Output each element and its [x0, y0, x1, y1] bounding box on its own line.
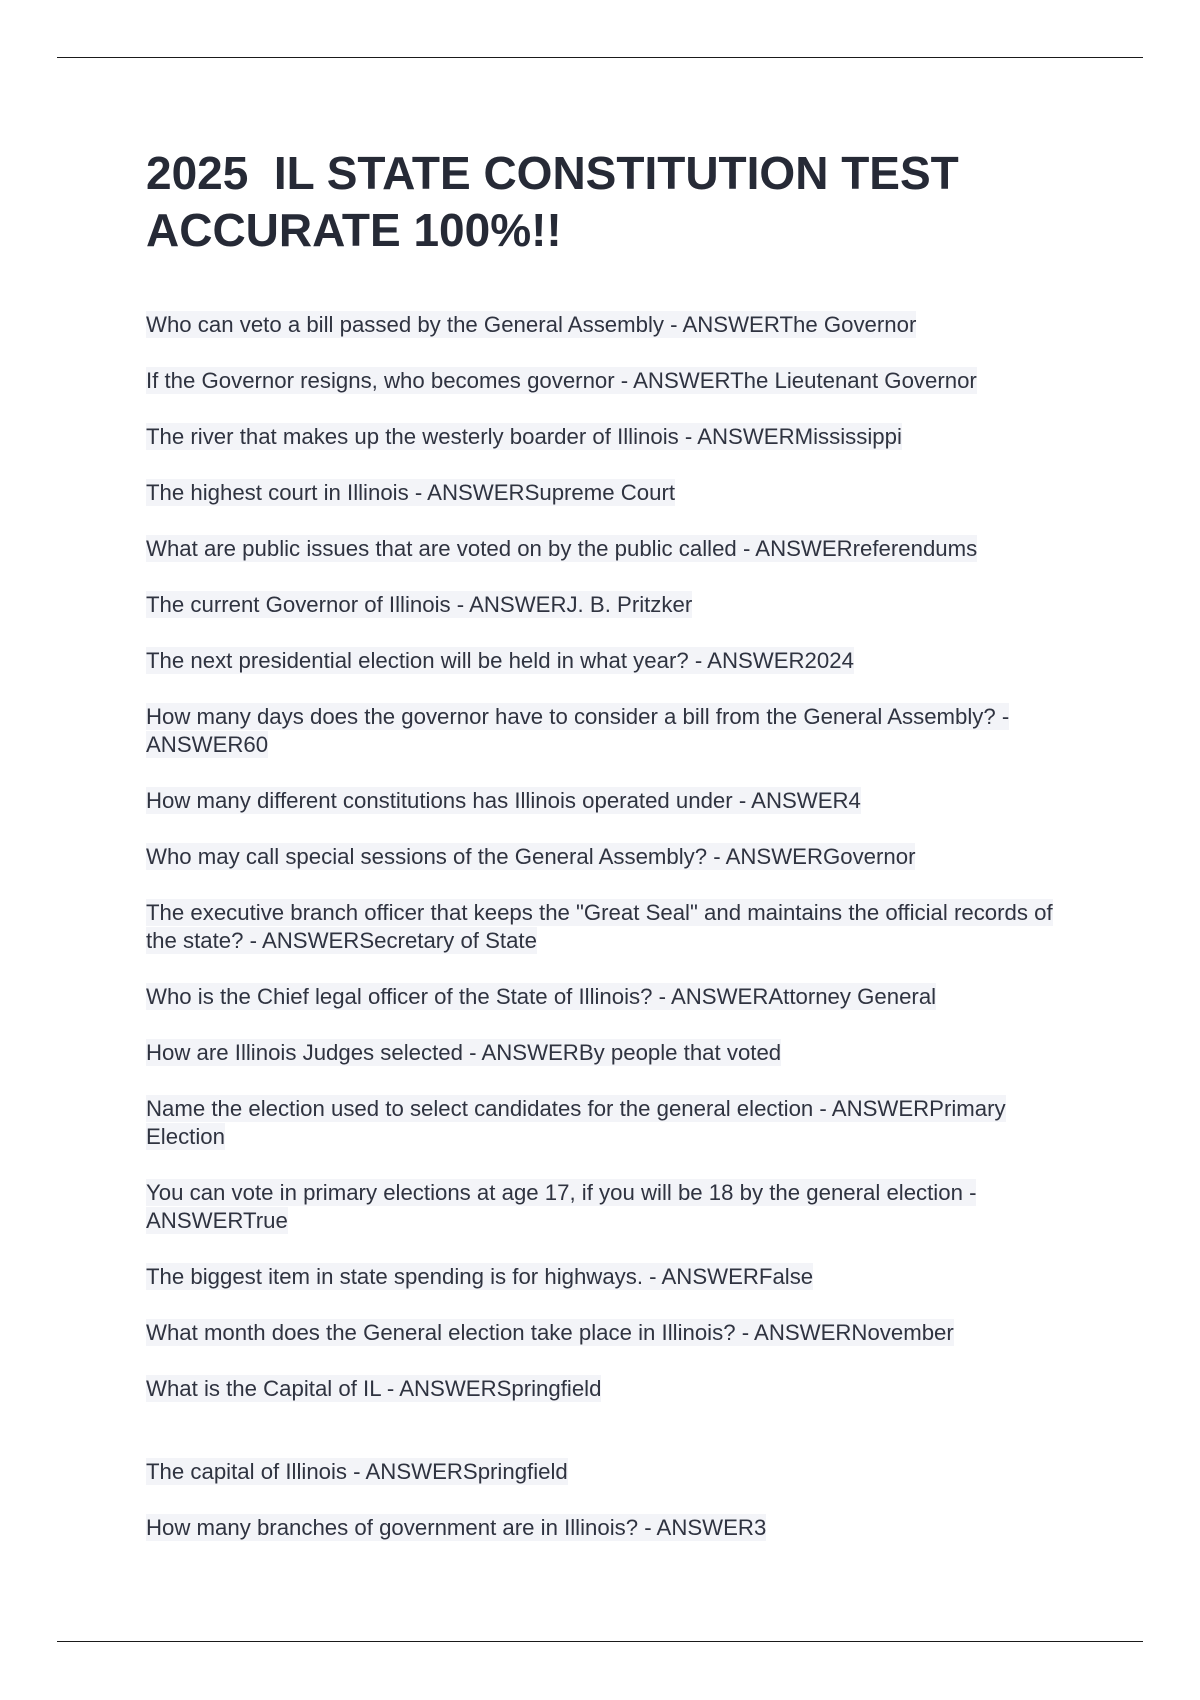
qa-item: [146, 1319, 1066, 1347]
qa-item: [146, 899, 1066, 955]
qa-text: If the Governor resigns, who becomes governor - ANSWERThe Lieutenant Governor: [146, 368, 977, 393]
qa-item: [146, 1263, 1066, 1291]
qa-item: [146, 1179, 1066, 1235]
qa-item: [146, 983, 1066, 1011]
qa-list: [146, 311, 1066, 1570]
qa-item: [146, 479, 1066, 507]
qa-item: [146, 1514, 1066, 1542]
qa-text: What is the Capital of IL - ANSWERSpringfield: [146, 1376, 602, 1401]
qa-text: The executive branch officer that keeps the "Great Seal" and maintains the official records of the state? - ANSWERSecretary of State: [146, 900, 1053, 953]
qa-text: The capital of Illinois - ANSWERSpringfield: [146, 1459, 568, 1484]
qa-text: Who can veto a bill passed by the General Assembly - ANSWERThe Governor: [146, 312, 917, 337]
qa-text: How many branches of government are in Illinois? - ANSWER3: [146, 1515, 767, 1540]
qa-text: How many days does the governor have to consider a bill from the General Assembly? - ANSWER60: [146, 704, 1010, 757]
qa-item: [146, 703, 1066, 759]
qa-text: How are Illinois Judges selected - ANSWERBy people that voted: [146, 1040, 782, 1065]
qa-text: Name the election used to select candidates for the general election - ANSWERPrimary Election: [146, 1096, 1006, 1149]
document-title: 2025 IL STATE CONSTITUTION TEST ACCURATE 100%!!: [146, 147, 970, 256]
qa-item: [146, 843, 1066, 871]
qa-item: [146, 1375, 1066, 1403]
qa-item: [146, 1458, 1066, 1486]
qa-item: [146, 367, 1066, 395]
qa-text: The next presidential election will be held in what year? - ANSWER2024: [146, 648, 854, 673]
qa-item: [146, 647, 1066, 675]
bottom-rule: [57, 1641, 1143, 1642]
qa-text: What month does the General election take place in Illinois? - ANSWERNovember: [146, 1320, 954, 1345]
top-rule: [57, 57, 1143, 58]
qa-text: What are public issues that are voted on by the public called - ANSWERreferendums: [146, 536, 978, 561]
qa-text: The river that makes up the westerly boarder of Illinois - ANSWERMississippi: [146, 424, 902, 449]
qa-text: How many different constitutions has Illinois operated under - ANSWER4: [146, 788, 861, 813]
qa-text: The highest court in Illinois - ANSWERSupreme Court: [146, 480, 676, 505]
qa-item: [146, 423, 1066, 451]
qa-item: [146, 1095, 1066, 1151]
qa-text: The current Governor of Illinois - ANSWERJ. B. Pritzker: [146, 592, 693, 617]
qa-item: [146, 591, 1066, 619]
qa-item: [146, 787, 1066, 815]
qa-item: [146, 311, 1066, 339]
qa-text: Who may call special sessions of the General Assembly? - ANSWERGovernor: [146, 844, 916, 869]
qa-text: The biggest item in state spending is for highways. - ANSWERFalse: [146, 1264, 814, 1289]
qa-text: Who is the Chief legal officer of the State of Illinois? - ANSWERAttorney General: [146, 984, 937, 1009]
qa-item: [146, 535, 1066, 563]
qa-text: You can vote in primary elections at age 17, if you will be 18 by the general election - ANSWERTrue: [146, 1180, 977, 1233]
qa-item: [146, 1039, 1066, 1067]
